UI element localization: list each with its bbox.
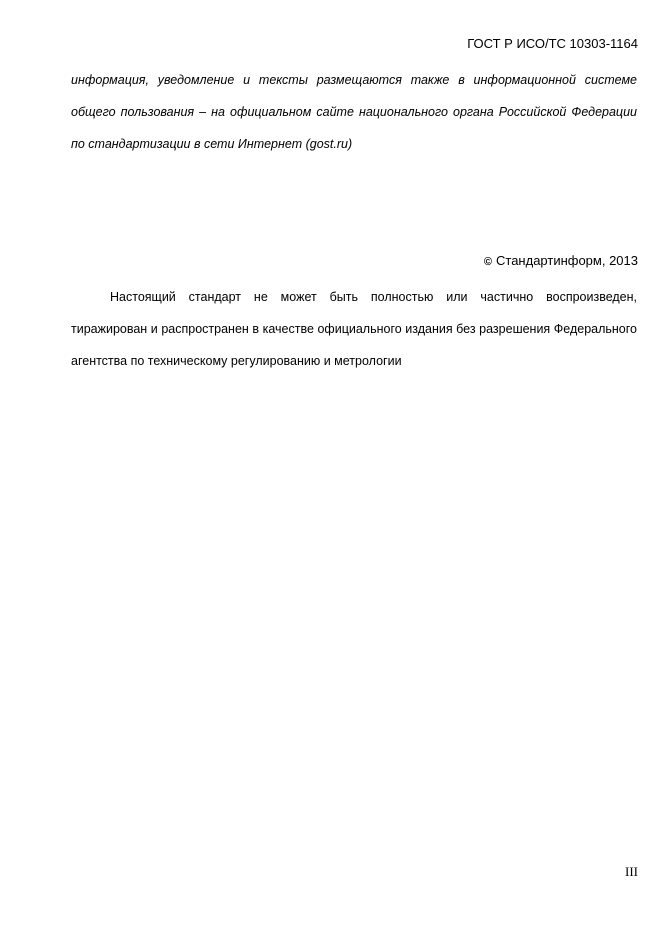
page-number: III: [625, 864, 638, 879]
reproduction-notice-paragraph: Настоящий стандарт не может быть полностью или частично воспроизведен, тиражирован и распространен в качестве официального издания без разрешения Федерального агентства по техническому регулированию и метрологии: [71, 290, 637, 368]
document-code: ГОСТ Р ИСО/ТС 10303-1164: [467, 36, 638, 51]
publication-info-paragraph: информация, уведомление и тексты размещаются также в информационной системе общего пользования – на официальном сайте национального органа Российской Федерации по стандартизации в сети Интернет (gost.ru): [71, 73, 637, 151]
copyright-text: Стандартинформ, 2013: [496, 253, 638, 268]
copyright-line: [484, 253, 638, 268]
copyright-icon: ©: [483, 256, 492, 268]
